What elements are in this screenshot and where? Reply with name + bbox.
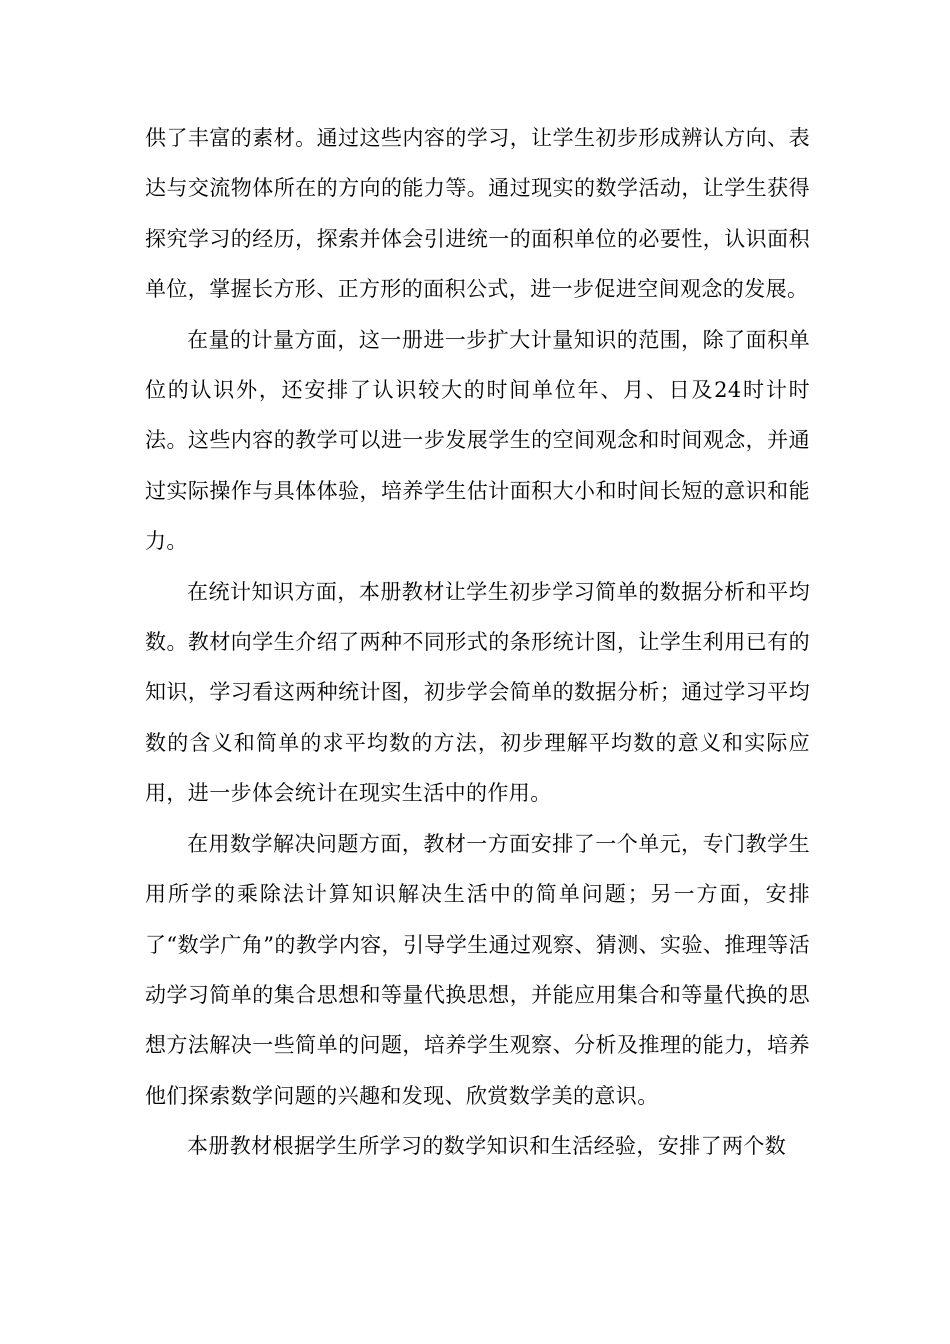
paragraph-statistics: 在统计知识方面，本册教材让学生初步学习简单的数据分析和平均数。教材向学生介绍了两种不同形式的条形统计图，让学生利用已有的知识，学习看这两种统计图，初步学会简单的数据分析；通过学习平均数的含义和简单的求平均数的方法，初步理解平均数的意义和实际应用，进一步体会统计在现实生活中的作用。 [145, 579, 810, 806]
paragraph-practice-activities: 本册教材根据学生所学习的数学知识和生活经验，安排了两个数 [187, 1134, 787, 1159]
paragraph-problem-solving: 在用数学解决问题方面，教材一方面安排了一个单元，专门教学生用所学的乘除法计算知识解决生活中的简单问题；另一方面，安排了“数学广角”的教学内容，引导学生通过观察、猜测、实验、推理等活动学习简单的集合思想和等量代换思想，并能应用集合和等量代换的思想方法解决一些简单的问题，培养学生观察、分析及推理的能力，培养他们探索数学问题的兴趣和发现、欣赏数学美的意识。 [145, 831, 810, 1108]
paragraph-measurement: 在量的计量方面，这一册进一步扩大计量知识的范围，除了面积单位的认识外，还安排了认识较大的时间单位年、月、日及24时计时法。这些内容的教学可以进一步发展学生的空间观念和时间观念，并通过实际操作与具体体验，培养学生估计面积大小和时间长短的意识和能力。 [145, 327, 810, 554]
paragraph-continuation: 供了丰富的素材。通过这些内容的学习，让学生初步形成辨认方向、表达与交流物体所在的方向的能力等。通过现实的数学活动，让学生获得探究学习的经历，探索并体会引进统一的面积单位的必要性，认识面积单位，掌握长方形、正方形的面积公式，进一步促进空间观念的发展。 [145, 126, 810, 302]
document-body [145, 113, 810, 1172]
